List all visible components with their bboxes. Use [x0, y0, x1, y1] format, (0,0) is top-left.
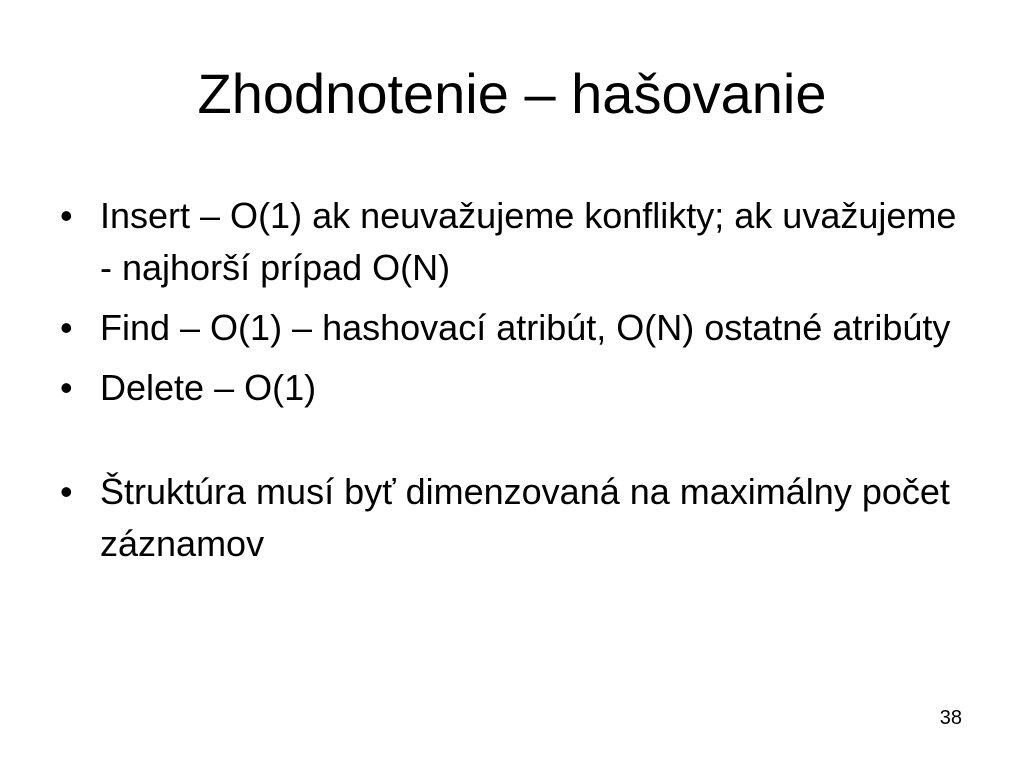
- bullet-text: Štruktúra musí byť dimenzovaná na maximálny počet záznamov: [100, 471, 950, 564]
- list-item: [60, 302, 970, 354]
- bullet-icon: •: [60, 195, 73, 236]
- bullet-text: Find – O(1) – hashovací atribút, O(N) ostatné atribúty: [100, 307, 951, 348]
- bullet-icon: •: [60, 367, 73, 408]
- page-number: 38: [939, 707, 962, 729]
- list-item: [60, 362, 970, 414]
- bullet-list: [60, 190, 970, 578]
- list-item: [60, 466, 970, 570]
- slide-title: Zhodnotenie – hašovanie: [197, 62, 827, 125]
- bullet-icon: •: [60, 307, 73, 348]
- bullet-text: Insert – O(1) ak neuvažujeme konflikty; ak uvažujeme - najhorší prípad O(N): [100, 195, 957, 288]
- bullet-text: Delete – O(1): [100, 367, 317, 408]
- list-item: [60, 190, 970, 294]
- bullet-icon: •: [60, 471, 73, 512]
